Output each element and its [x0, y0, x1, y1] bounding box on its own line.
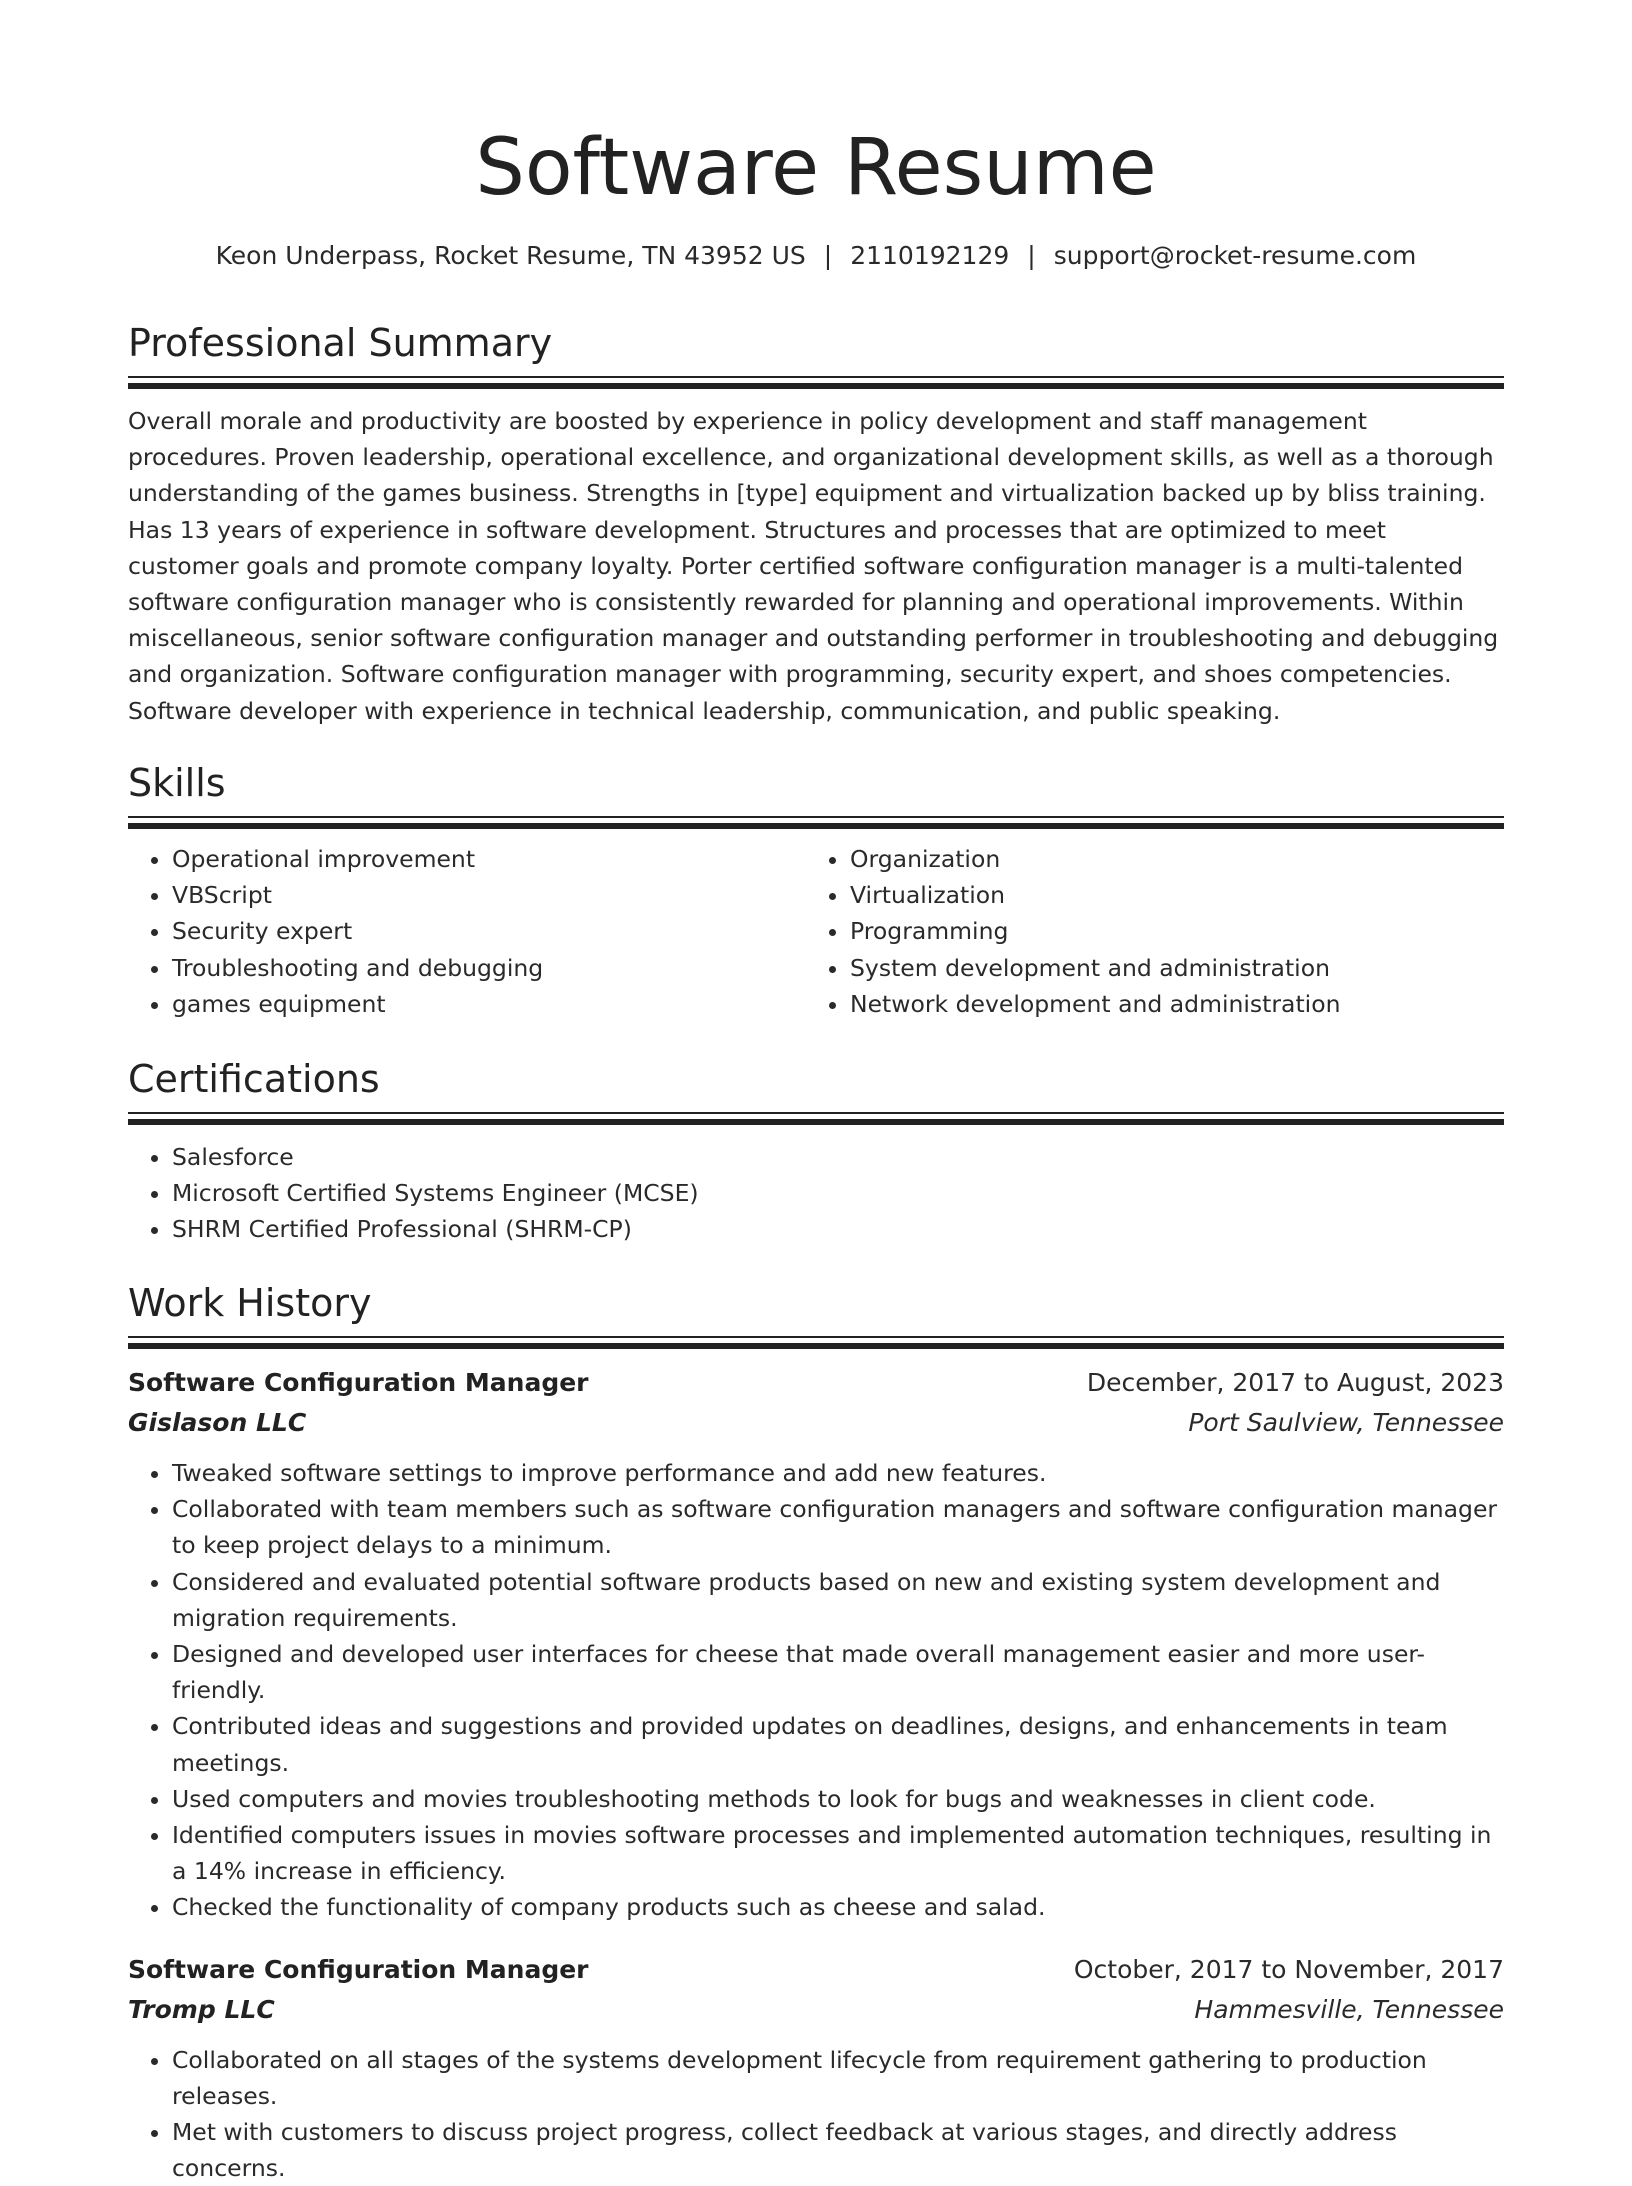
- job-location: Port Saulview, Tennessee: [1188, 1408, 1504, 1437]
- job-entry: [128, 1950, 1504, 2186]
- section-divider: [128, 1336, 1504, 1338]
- skill-item: • System development and administration: [850, 950, 1504, 986]
- job-header-row: [128, 1950, 1504, 1990]
- section-title-certifications: Certifications: [128, 1057, 380, 1101]
- section-divider: [128, 816, 1504, 818]
- section-divider-thick: [128, 823, 1504, 829]
- job-bullet: • Collaborated with team members such as software configuration managers and software configuration manager to keep project delays to a minimum.: [172, 1491, 1504, 1563]
- summary-text: Overall morale and productivity are boosted by experience in policy development and staff management procedures. Proven leadership, operational excellence, and organizational development skills, as well as a thorough understanding of the games business. Strengths in [type] equipment and virtualization backed up by bliss training. Has 13 years of experience in software development. Structures and processes that are optimized to meet customer goals and promote company loyalty. Porter certified software configuration manager is a multi-talented software configuration manager who is consistently rewarded for planning and operational improvements. Within miscellaneous, senior software configuration manager and outstanding performer in troubleshooting and debugging and organization. Software configuration manager with programming, security expert, and shoes competencies. Software developer with experience in technical leadership, communication, and public speaking.: [128, 407, 1499, 725]
- job-bullet: • Tweaked software settings to improve performance and add new features.: [172, 1455, 1504, 1491]
- job-bullet: • Designed and developed user interfaces for cheese that made overall management easier and more user-friendly.: [172, 1636, 1504, 1708]
- certification-item: • Microsoft Certified Systems Engineer (MCSE): [172, 1175, 1504, 1211]
- contact-line: [128, 236, 1504, 276]
- section-title-skills: Skills: [128, 761, 226, 805]
- job-title: Software Configuration Manager: [128, 1954, 589, 1984]
- skill-item: • Operational improvement: [172, 841, 806, 877]
- section-divider-thick: [128, 1343, 1504, 1349]
- skills-list-left: [128, 841, 806, 1022]
- certification-item: • Salesforce: [172, 1139, 1504, 1175]
- job-bullet: • Contributed ideas and suggestions and provided updates on deadlines, designs, and enhancements in team meetings.: [172, 1708, 1504, 1780]
- section-title-summary: Professional Summary: [128, 321, 553, 365]
- certifications-list: [128, 1139, 1504, 1248]
- section-divider-thick: [128, 1119, 1504, 1125]
- contact-separator: |: [1027, 241, 1036, 270]
- section-divider: [128, 376, 1504, 378]
- job-bullet: • Considered and evaluated potential software products based on new and existing system development and migration requirements.: [172, 1564, 1504, 1636]
- contact-phone: 2110192129: [850, 241, 1010, 270]
- skill-item: • Troubleshooting and debugging: [172, 950, 806, 986]
- job-bullets: [128, 1455, 1504, 1926]
- section-divider: [128, 1112, 1504, 1114]
- job-bullet: • Checked the functionality of company products such as cheese and salad.: [172, 1889, 1504, 1925]
- skill-item: • games equipment: [172, 986, 806, 1022]
- job-company: Gislason LLC: [128, 1408, 307, 1437]
- job-location: Hammesville, Tennessee: [1194, 1994, 1504, 2024]
- job-company-row: [128, 1403, 1504, 1443]
- contact-separator: |: [823, 241, 833, 270]
- job-bullets: [128, 2042, 1504, 2186]
- job-bullet: • Met with customers to discuss project progress, collect feedback at various stages, and directly address concerns.: [172, 2114, 1504, 2186]
- contact-address: Keon Underpass, Rocket Resume, TN 43952 US: [215, 241, 806, 270]
- resume-title: Software Resume: [475, 123, 1157, 213]
- job-company: Tromp LLC: [128, 1994, 275, 2024]
- section-divider-thick: [128, 383, 1504, 389]
- job-header-row: [128, 1363, 1504, 1403]
- work-history-section: [128, 1278, 1504, 2186]
- job-company-row: [128, 1990, 1504, 2030]
- summary-section: [128, 318, 1504, 729]
- skill-item: • Organization: [850, 841, 1504, 877]
- skill-item: • VBScript: [172, 877, 806, 913]
- job-entry: [128, 1363, 1504, 1926]
- certifications-section: [128, 1054, 1504, 1248]
- job-bullet: • Collaborated on all stages of the systems development lifecycle from requirement gathering to production releases.: [172, 2042, 1504, 2114]
- skill-item: • Network development and administration: [850, 986, 1504, 1022]
- job-dates: December, 2017 to August, 2023: [1086, 1368, 1504, 1397]
- contact-email: support@rocket-resume.com: [1053, 241, 1417, 270]
- section-title-work-history: Work History: [128, 1281, 372, 1325]
- skill-item: • Programming: [850, 913, 1504, 949]
- skills-columns: [128, 841, 1504, 1022]
- job-dates: October, 2017 to November, 2017: [1073, 1954, 1504, 1984]
- job-bullet: • Identified computers issues in movies software processes and implemented automation techniques, resulting in a 14% increase in efficiency.: [172, 1817, 1504, 1889]
- job-bullet: • Used computers and movies troubleshooting methods to look for bugs and weaknesses in client code.: [172, 1781, 1504, 1817]
- skill-item: • Virtualization: [850, 877, 1504, 913]
- skills-section: [128, 758, 1504, 1022]
- certification-item: • SHRM Certified Professional (SHRM-CP): [172, 1211, 1504, 1247]
- skills-list-right: [806, 841, 1504, 1022]
- skill-item: • Security expert: [172, 913, 806, 949]
- job-title: Software Configuration Manager: [128, 1368, 589, 1397]
